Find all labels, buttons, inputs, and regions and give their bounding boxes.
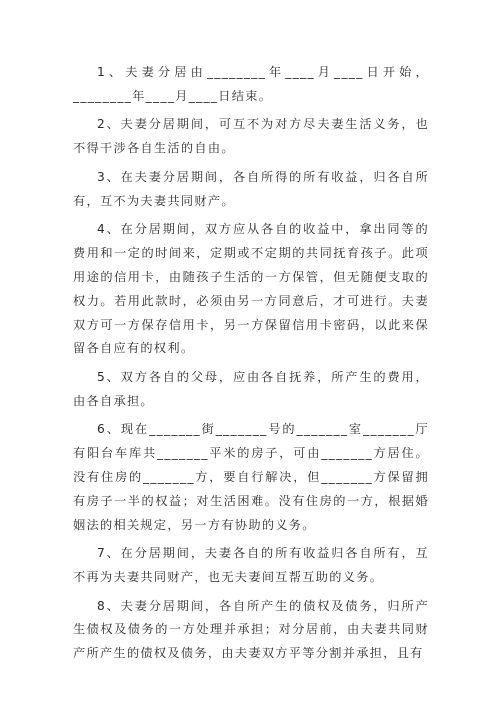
clause-paragraph: 4、在分居期间，双方应从各自的收益中，拿出同等的费用和一定的时间来，定期或不定期的共同抚育孩子。此项用途的信用卡，由随孩子生活的一方保管，但无随便支取的权力。若用此款时，必须由另一方同意后，才可进行。夫妻双方可一方保存信用卡，另一方保留信用卡密码，以此来保留各自应有的权利。 xyxy=(73,221,429,356)
clause-paragraph: 1、夫妻分居由________年____月____日开始，________年____月____日结束。 xyxy=(73,65,429,103)
clause-paragraph: 5、双方各自的父母，应由各自抚养，所产生的费用，由各自承担。 xyxy=(73,369,429,408)
document-body xyxy=(73,61,429,666)
clause-paragraph: 3、在夫妻分居期间，各自所得的所有收益，归各自所有，互不为夫妻共同财产。 xyxy=(73,169,429,208)
clause-paragraph: 6、现在_______街_______号的_______室_______厅有阳台车库共_______平米的房子，可由_______方居住。没有住房的_______方，要自行解决，但_______方保留拥有房子一半的权益；对生活困难。没有住房的一方，根据婚姻法的相关规定，另一方有协助的义务。 xyxy=(73,422,429,532)
clause-paragraph: 7、在分居期间，夫妻各自的所有收益归各自所有，互不再为夫妻共同财产，也无夫妻间互帮互助的义务。 xyxy=(73,546,429,585)
clause-paragraph: 8、夫妻分居期间，各自所产生的债权及债务，归所产生债权及债务的一方处理并承担；对分居前，由夫妻共同财产所产生的债权及债务，由夫妻双方平等分割并承担，且有 xyxy=(73,598,429,661)
clause-paragraph: 2、夫妻分居期间，可互不为对方尽夫妻生活义务，也不得干涉各自生活的自由。 xyxy=(73,117,429,156)
